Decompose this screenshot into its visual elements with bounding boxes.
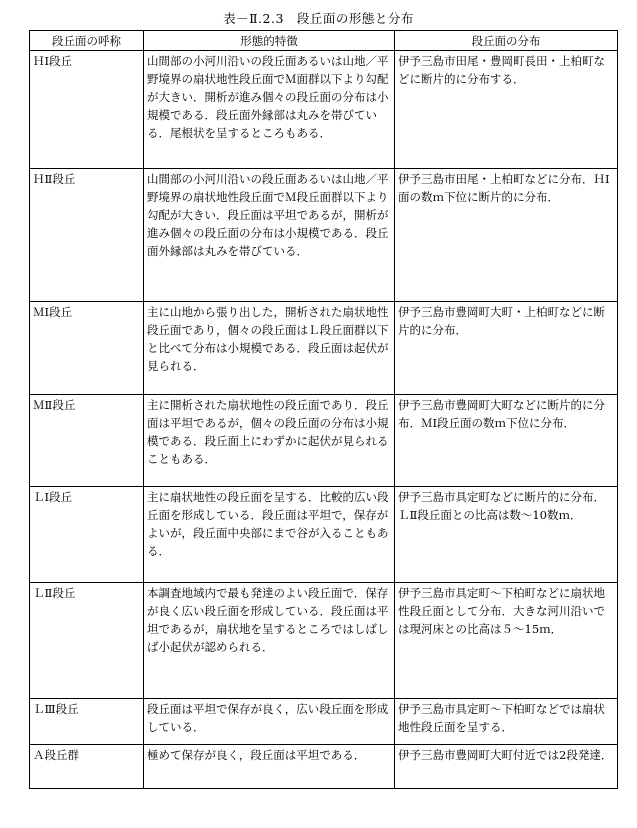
terrace-feature: 山間部の小河川沿いの段丘面あるいは山地／平野境界の扇状地性段丘面でＭ面群以下より勾配が大きい．開析が進み個々の段丘面の分布は小規模である．段丘面外縁部は丸みを帯びている．尾根状を呈するところもある． — [144, 51, 395, 169]
table-row — [30, 487, 618, 583]
terrace-name: ＭⅠ段丘 — [30, 302, 144, 395]
table-caption: 表－Ⅱ.2.3 段丘面の形態と分布 — [223, 11, 414, 26]
table-row — [30, 51, 618, 169]
terrace-feature: 主に山地から張り出した，開析された扇状地性段丘面であり，個々の段丘面はＬ段丘面群以下と比べて分布は小規模である．段丘面は起伏が見られる． — [144, 302, 395, 395]
header-row — [30, 31, 618, 51]
terrace-distribution: 伊予三島市豊岡町大町付近では2段発達． — [395, 745, 618, 789]
terrace-name: ＨⅡ段丘 — [30, 169, 144, 302]
terrace-distribution: 伊予三島市豊岡町大町などに断片的に分布．ＭⅠ段丘面の数ｍ下位に分布． — [395, 395, 618, 487]
table-row — [30, 583, 618, 699]
terrace-distribution: 伊予三島市田尾・上柏町などに分布．ＨⅠ面の数ｍ下位に断片的に分布． — [395, 169, 618, 302]
header-distribution: 段丘面の分布 — [395, 31, 618, 51]
header-name: 段丘面の呼称 — [30, 31, 144, 51]
terrace-distribution: 伊予三島市具定町～下柏町などに扇状地性段丘面として分布．大きな河川沿いでは現河床との比高は５～15ｍ． — [395, 583, 618, 699]
terrace-feature: 極めて保存が良く，段丘面は平坦である． — [144, 745, 395, 789]
terrace-name: ＬⅢ段丘 — [30, 699, 144, 745]
terrace-name: ＭⅡ段丘 — [30, 395, 144, 487]
table-row — [30, 699, 618, 745]
terrace-feature: 主に開析された扇状地性の段丘面であり．段丘面は平坦であるが，個々の段丘面の分布は小規模である．段丘面上にわずかに起伏が見られることもある． — [144, 395, 395, 487]
terrace-distribution: 伊予三島市田尾・豊岡町長田・上柏町などに断片的に分布する． — [395, 51, 618, 169]
terrace-feature: 山間部の小河川沿いの段丘面あるいは山地／平野境界の扇状地性段丘面でＭ段丘面群以下より勾配が大きい．段丘面は平坦であるが，開析が進み個々の段丘面の分布は小規模である．段丘面外縁部は丸みを帯びている． — [144, 169, 395, 302]
terrace-distribution: 伊予三島市具定町～下柏町などでは扇状地性段丘面を呈する． — [395, 699, 618, 745]
terrace-name: Ａ段丘群 — [30, 745, 144, 789]
terrace-table — [29, 30, 618, 789]
terrace-name: ＬⅡ段丘 — [30, 583, 144, 699]
table-row — [30, 169, 618, 302]
table-row — [30, 745, 618, 789]
terrace-feature: 段丘面は平坦で保存が良く，広い段丘面を形成している． — [144, 699, 395, 745]
table-row — [30, 395, 618, 487]
terrace-feature: 本調査地域内で最も発達のよい段丘面で．保存が良く広い段丘面を形成している．段丘面は平坦であるが，扇状地を呈するところではしばしば小起伏が認められる． — [144, 583, 395, 699]
table-row — [30, 302, 618, 395]
terrace-name: ＨⅠ段丘 — [30, 51, 144, 169]
terrace-distribution: 伊予三島市豊岡町大町・上柏町などに断片的に分布． — [395, 302, 618, 395]
terrace-distribution: 伊予三島市具定町などに断片的に分布．ＬⅡ段丘面との比高は数～10数ｍ． — [395, 487, 618, 583]
header-feature: 形態的特徴 — [144, 31, 395, 51]
terrace-feature: 主に扇状地性の段丘面を呈する．比較的広い段丘面を形成している．段丘面は平坦で，保存がよいが，段丘面中央部にまで谷が入ることもある． — [144, 487, 395, 583]
terrace-name: ＬⅠ段丘 — [30, 487, 144, 583]
